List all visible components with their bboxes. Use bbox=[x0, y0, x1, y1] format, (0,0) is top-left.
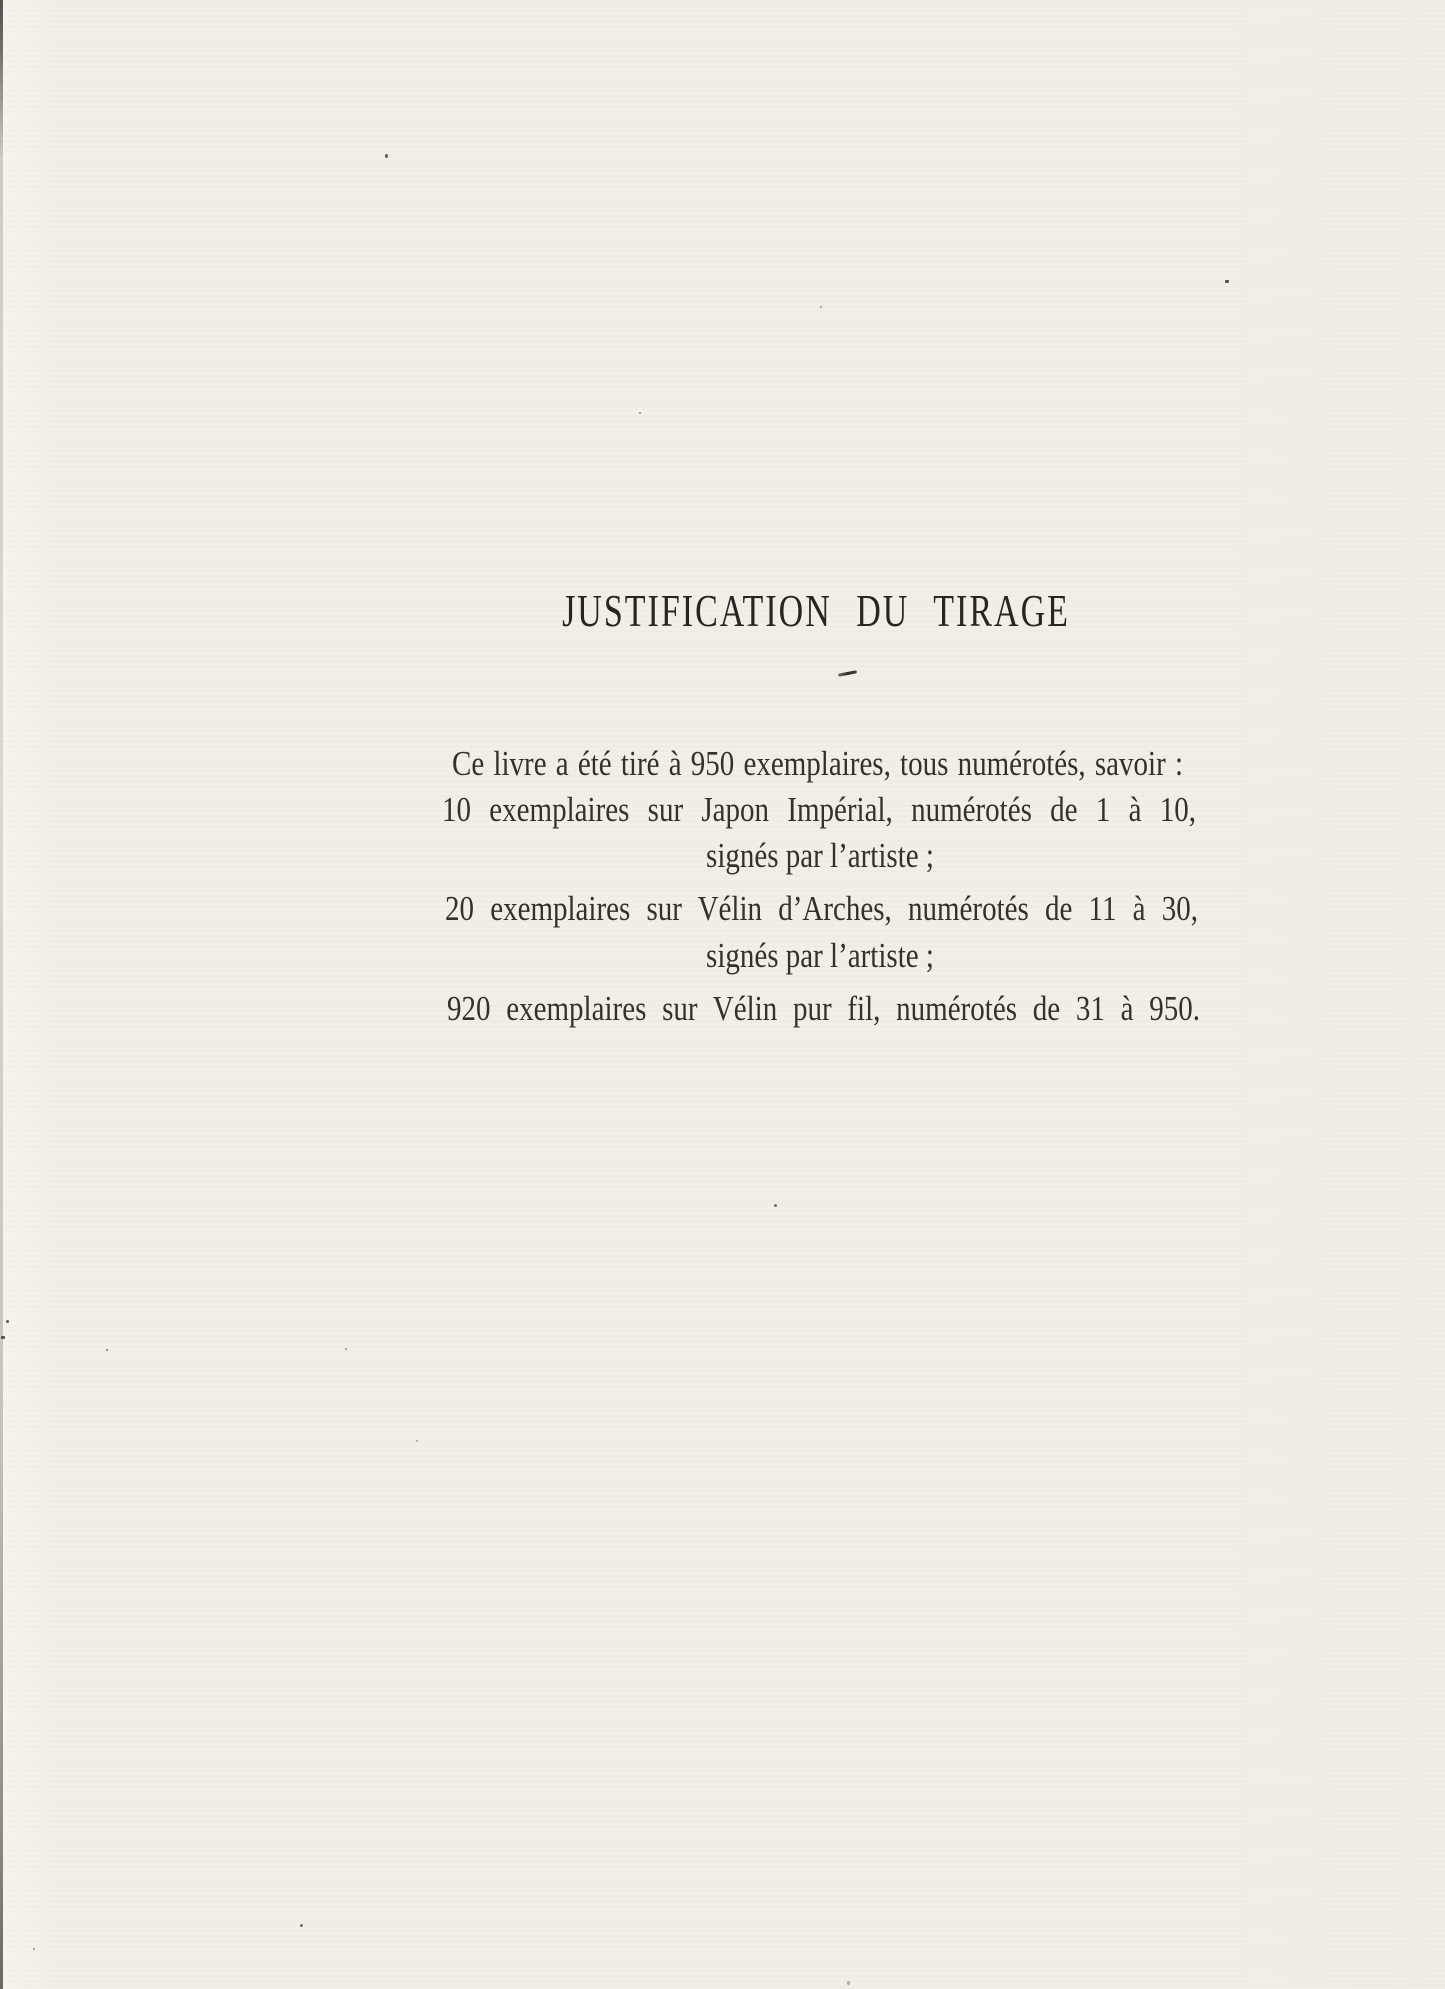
colophon-block bbox=[430, 0, 1202, 1989]
colophon-line-signed-2: signés par l’artiste ; bbox=[706, 937, 934, 976]
colophon-line-pur-fil: 920 exemplaires sur Vélin pur fil, numérotés de 31 à 950. bbox=[447, 990, 1200, 1029]
dust-speck bbox=[106, 1349, 108, 1351]
colophon-line-total: Ce livre a été tiré à 950 exemplaires, tous numérotés, savoir : bbox=[452, 745, 1183, 784]
dust-speck bbox=[345, 1348, 347, 1350]
colophon-line-arches: 20 exemplaires sur Vélin d’Arches, numérotés de 11 à 30, bbox=[445, 890, 1198, 929]
page-title: JUSTIFICATION DU TIRAGE bbox=[562, 586, 1070, 637]
dust-speck bbox=[1225, 280, 1229, 283]
dust-speck bbox=[385, 154, 388, 158]
colophon-line-signed-1: signés par l’artiste ; bbox=[706, 837, 934, 876]
dust-speck bbox=[820, 306, 822, 308]
dust-speck bbox=[774, 1204, 777, 1207]
dust-speck bbox=[1, 1336, 5, 1339]
colophon-line-japon: 10 exemplaires sur Japon Impérial, numérotés de 1 à 10, bbox=[442, 791, 1196, 830]
dust-speck bbox=[300, 1924, 303, 1927]
dust-speck bbox=[847, 1981, 850, 1985]
dust-speck bbox=[639, 412, 641, 414]
tilde-flourish bbox=[838, 670, 857, 676]
dust-speck bbox=[416, 1440, 418, 1442]
page-left-edge-shadow bbox=[0, 0, 3, 1989]
dust-speck bbox=[33, 1948, 35, 1950]
dust-speck bbox=[6, 1320, 9, 1323]
